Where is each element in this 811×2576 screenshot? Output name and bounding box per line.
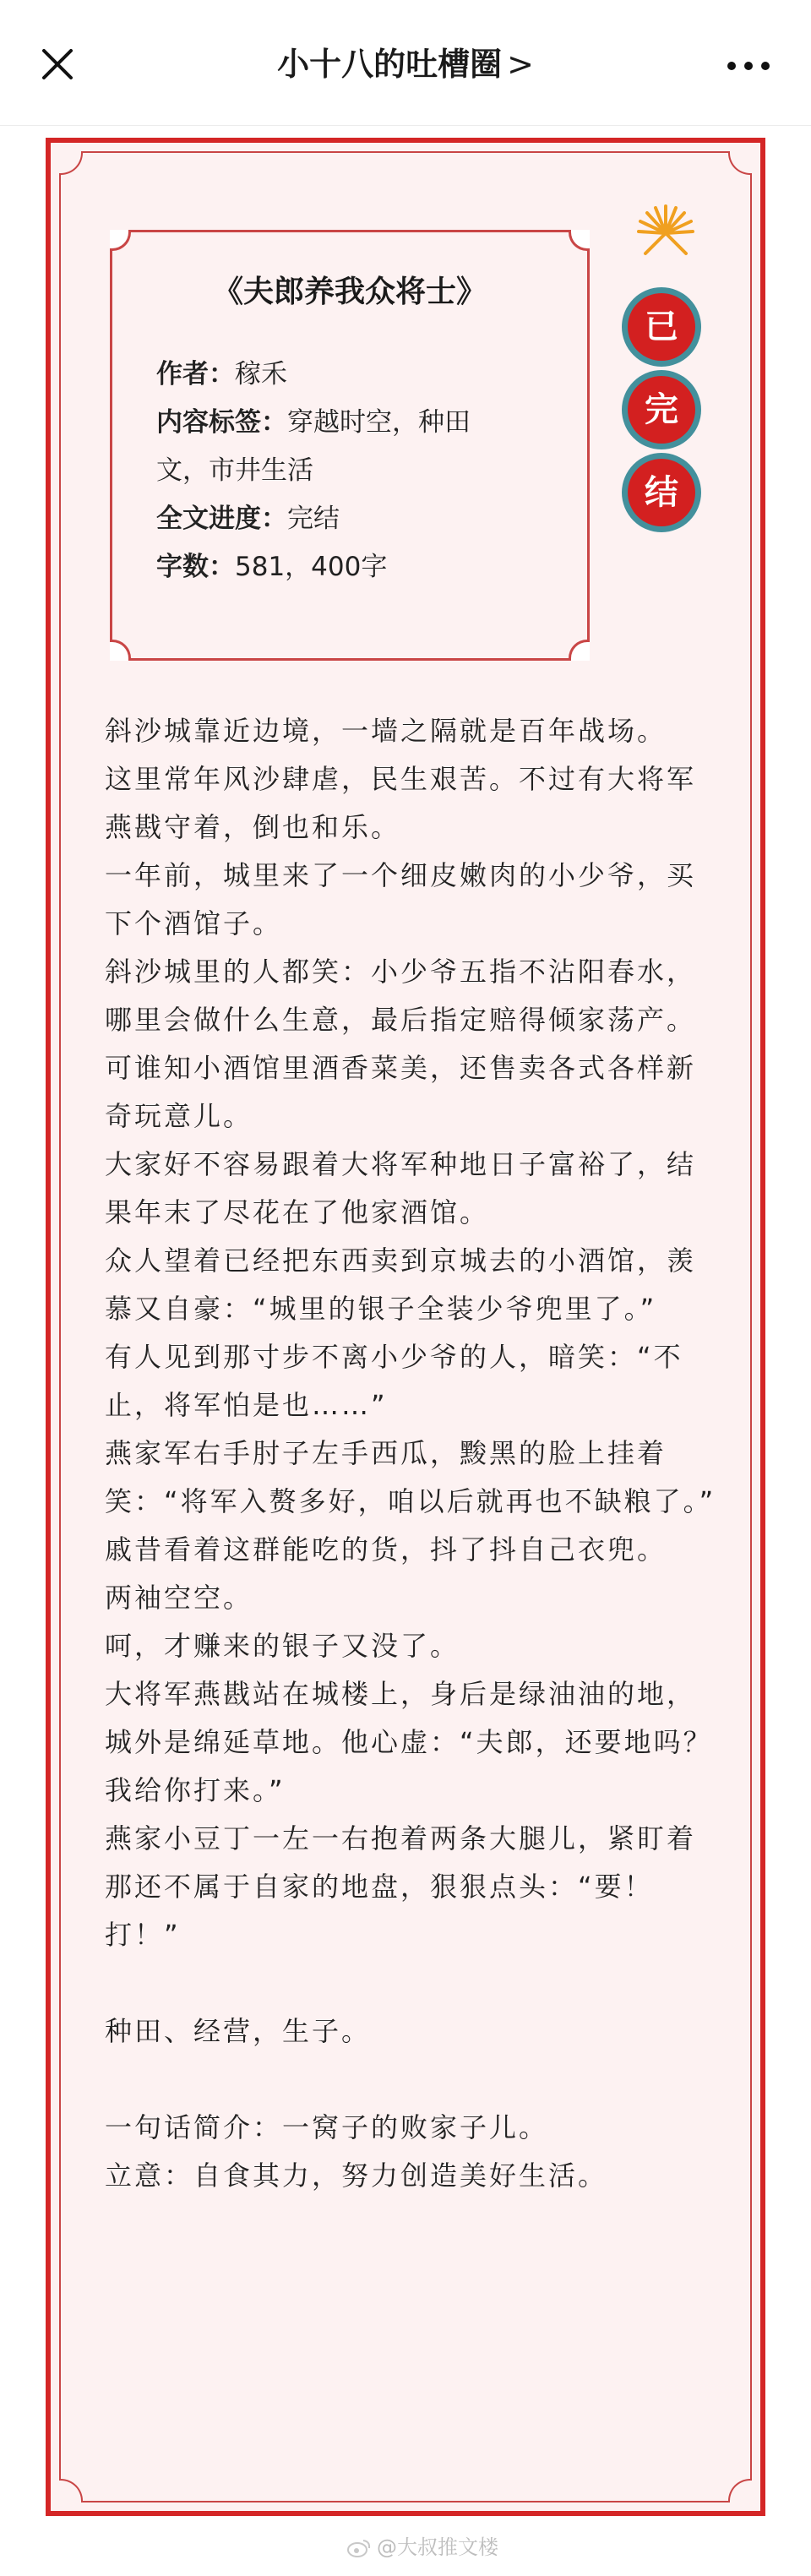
- synopsis-paragraph: 燕家军右手肘子左手西瓜，黢黑的脸上挂着笑：“将军入赘多好，咱以后就再也不缺粮了。”: [105, 1437, 716, 1517]
- paragraph-spacer: [105, 2056, 716, 2104]
- top-navigation-bar: [0, 0, 811, 126]
- one-line-summary: 一句话简介：一窝子的败家子儿。: [105, 2111, 549, 2143]
- frame-corner: [728, 151, 752, 175]
- watermark-text: @大叔推文楼: [377, 2535, 498, 2559]
- more-options-button[interactable]: [723, 49, 774, 83]
- page-title: 小十八的吐槽圈: [277, 46, 503, 83]
- tags-row: [156, 399, 562, 447]
- frame-corner: [59, 151, 83, 175]
- synopsis-paragraph: 两袖空空。: [105, 1582, 253, 1614]
- synopsis-text: [105, 707, 716, 2200]
- synopsis-paragraph: 众人望着已经把东西卖到京城去的小酒馆，羡慕又自豪：“城里的银子全装少爷兜里了。”: [105, 1244, 697, 1325]
- tags-label: 内容标签：: [156, 407, 287, 438]
- synopsis-paragraph: 斜沙城靠近边境，一墙之隔就是百年战场。: [105, 715, 667, 747]
- status-seal: 已: [622, 287, 701, 367]
- tags-row-continued: 文，市井生活: [156, 455, 313, 486]
- book-title: 《夫郎养我众将士》: [212, 275, 487, 309]
- firework-icon: [635, 203, 696, 264]
- synopsis-paragraph: 燕家小豆丁一左一右抱着两条大腿儿，紧盯着那还不属于自家的地盘，狠狠点头：“要！打！”: [105, 1822, 697, 1951]
- weibo-icon: [346, 2538, 372, 2558]
- chevron-right-icon: >: [507, 46, 534, 83]
- word-count-value: 581，400字: [235, 552, 388, 582]
- frame-corner: [728, 2479, 752, 2502]
- word-count-row: [156, 543, 562, 591]
- more-dots-icon: [723, 49, 774, 83]
- frame-corner: [59, 2479, 83, 2502]
- card-corner: [569, 230, 590, 251]
- card-corner: [110, 230, 131, 251]
- synopsis-paragraph: 斜沙城里的人都笑：小少爷五指不沾阳春水，哪里会做什么生意，最后指定赔得倾家荡产。: [105, 956, 697, 1036]
- status-seal: 完: [622, 370, 701, 449]
- book-meta: [156, 351, 562, 591]
- synopsis-paragraph: 可谁知小酒馆里酒香菜美，还售卖各式各样新奇玩意儿。: [105, 1052, 697, 1132]
- watermark: [346, 2530, 498, 2560]
- genre-tagline: 种田、经营，生子。: [105, 2015, 372, 2047]
- synopsis-paragraph: 这里常年风沙肆虐，民生艰苦。不过有大将军燕戡守着，倒也和乐。: [105, 763, 697, 843]
- theme-statement: 立意：自食其力，努力创造美好生活。: [105, 2159, 608, 2192]
- author-label: 作者：: [156, 359, 235, 389]
- synopsis-paragraph: 戚昔看着这群能吃的货，抖了抖自己衣兜。: [105, 1533, 667, 1566]
- card-corner: [110, 640, 131, 661]
- progress-label: 全文进度：: [156, 504, 287, 534]
- synopsis-paragraph: 有人见到那寸步不离小少爷的人，暗笑：“不止，将军怕是也……”: [105, 1341, 683, 1421]
- synopsis-paragraph: 大将军燕戡站在城楼上，身后是绿油油的地，城外是绵延草地。他心虚：“夫郎，还要地吗？我给你打来。”: [105, 1678, 713, 1806]
- book-info-card: [110, 230, 590, 661]
- paragraph-spacer: [105, 1959, 716, 2007]
- author-value: 稼禾: [235, 359, 287, 389]
- tags-value: 穿越时空，种田: [287, 407, 471, 438]
- progress-value: 完结: [287, 504, 340, 534]
- synopsis-paragraph: 一年前，城里来了一个细皮嫩肉的小少爷，买下个酒馆子。: [105, 859, 697, 939]
- status-seal: 结: [622, 453, 701, 532]
- synopsis-paragraph: 呵，才赚来的银子又没了。: [105, 1630, 460, 1662]
- word-count-label: 字数：: [156, 552, 235, 582]
- card-corner: [569, 640, 590, 661]
- progress-row: [156, 495, 562, 543]
- author-row: [156, 351, 562, 399]
- synopsis-paragraph: 大家好不容易跟着大将军种地日子富裕了，结果年末了尽花在了他家酒馆。: [105, 1148, 697, 1228]
- page-title-link[interactable]: [0, 41, 811, 88]
